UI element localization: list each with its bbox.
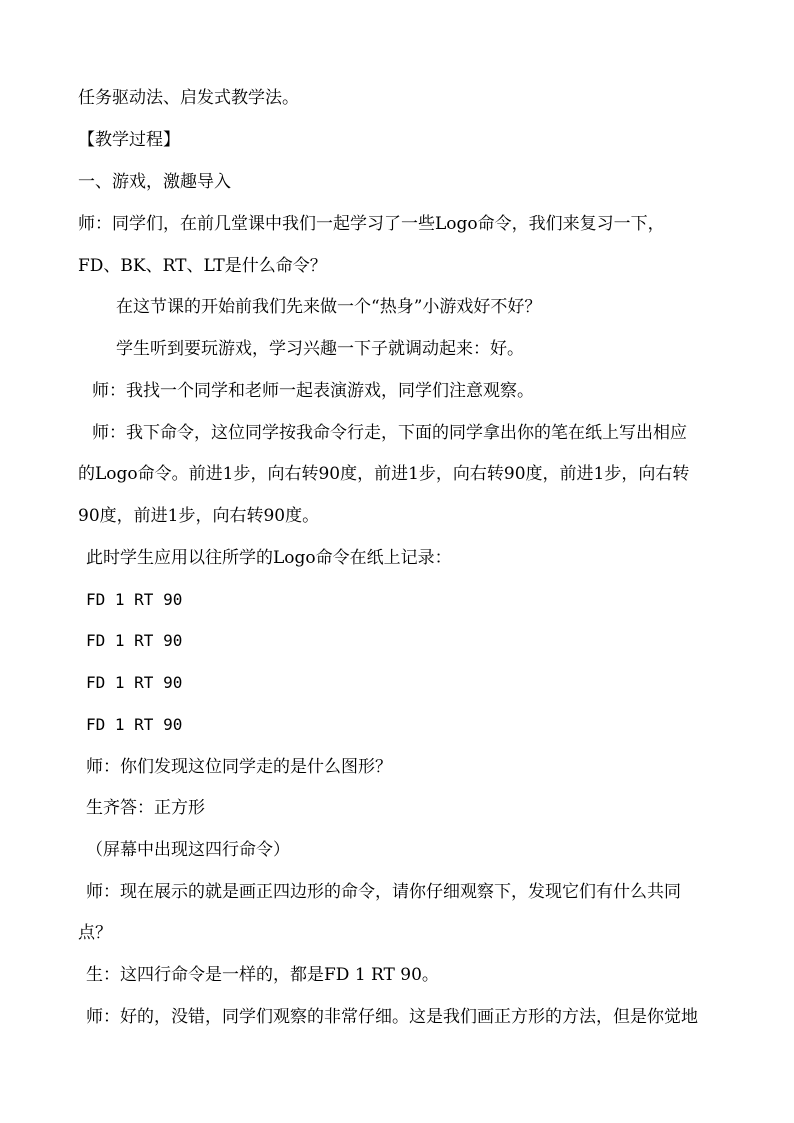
subsection-heading-game-intro: 一、游戏，激趣导入	[78, 172, 231, 192]
paragraph-line: 此时学生应用以往所学的Logo命令在纸上记录：	[86, 548, 452, 568]
code-line: FD 1 RT 90	[86, 715, 183, 734]
section-heading-teaching-process: 【教学过程】	[78, 130, 180, 150]
paragraph-line: （屏幕中出现这四行命令）	[86, 840, 290, 860]
method-line: 任务驱动法、启发式教学法。	[78, 88, 299, 108]
paragraph-line: 师：好的，没错，同学们观察的非常仔细。这是我们画正方形的方法，但是你觉地	[86, 1007, 698, 1027]
paragraph-line: 学生听到要玩游戏，学习兴趣一下子就调动起来：好。	[116, 339, 524, 359]
paragraph-line: 在这节课的开始前我们先来做一个“热身”小游戏好不好？	[116, 297, 542, 317]
paragraph-line: 师：现在展示的就是画正四边形的命令，请你仔细观察下，发现它们有什么共同	[86, 882, 681, 902]
code-line: FD 1 RT 90	[86, 590, 183, 609]
paragraph-line: 生：这四行命令是一样的，都是FD 1 RT 90。	[86, 965, 439, 985]
paragraph-line: 90度，前进1步，向右转90度。	[78, 506, 320, 526]
paragraph-line: 师：我下命令，这位同学按我命令行走，下面的同学拿出你的笔在纸上写出相应	[92, 423, 687, 443]
paragraph-line: 点？	[78, 923, 112, 943]
paragraph-line: FD、BK、RT、LT是什么命令？	[78, 256, 327, 276]
paragraph-line: 师：你们发现这位同学走的是什么图形？	[86, 757, 392, 777]
paragraph-line: 生齐答：正方形	[86, 798, 205, 818]
paragraph-line: 的Logo命令。前进1步，向右转90度，前进1步，向右转90度，前进1步，向右转	[78, 464, 690, 484]
paragraph-line: 师：同学们，在前几堂课中我们一起学习了一些Logo命令，我们来复习一下，	[78, 214, 665, 234]
code-line: FD 1 RT 90	[86, 631, 183, 650]
paragraph-line: 师：我找一个同学和老师一起表演游戏，同学们注意观察。	[92, 381, 534, 401]
code-line: FD 1 RT 90	[86, 673, 183, 692]
